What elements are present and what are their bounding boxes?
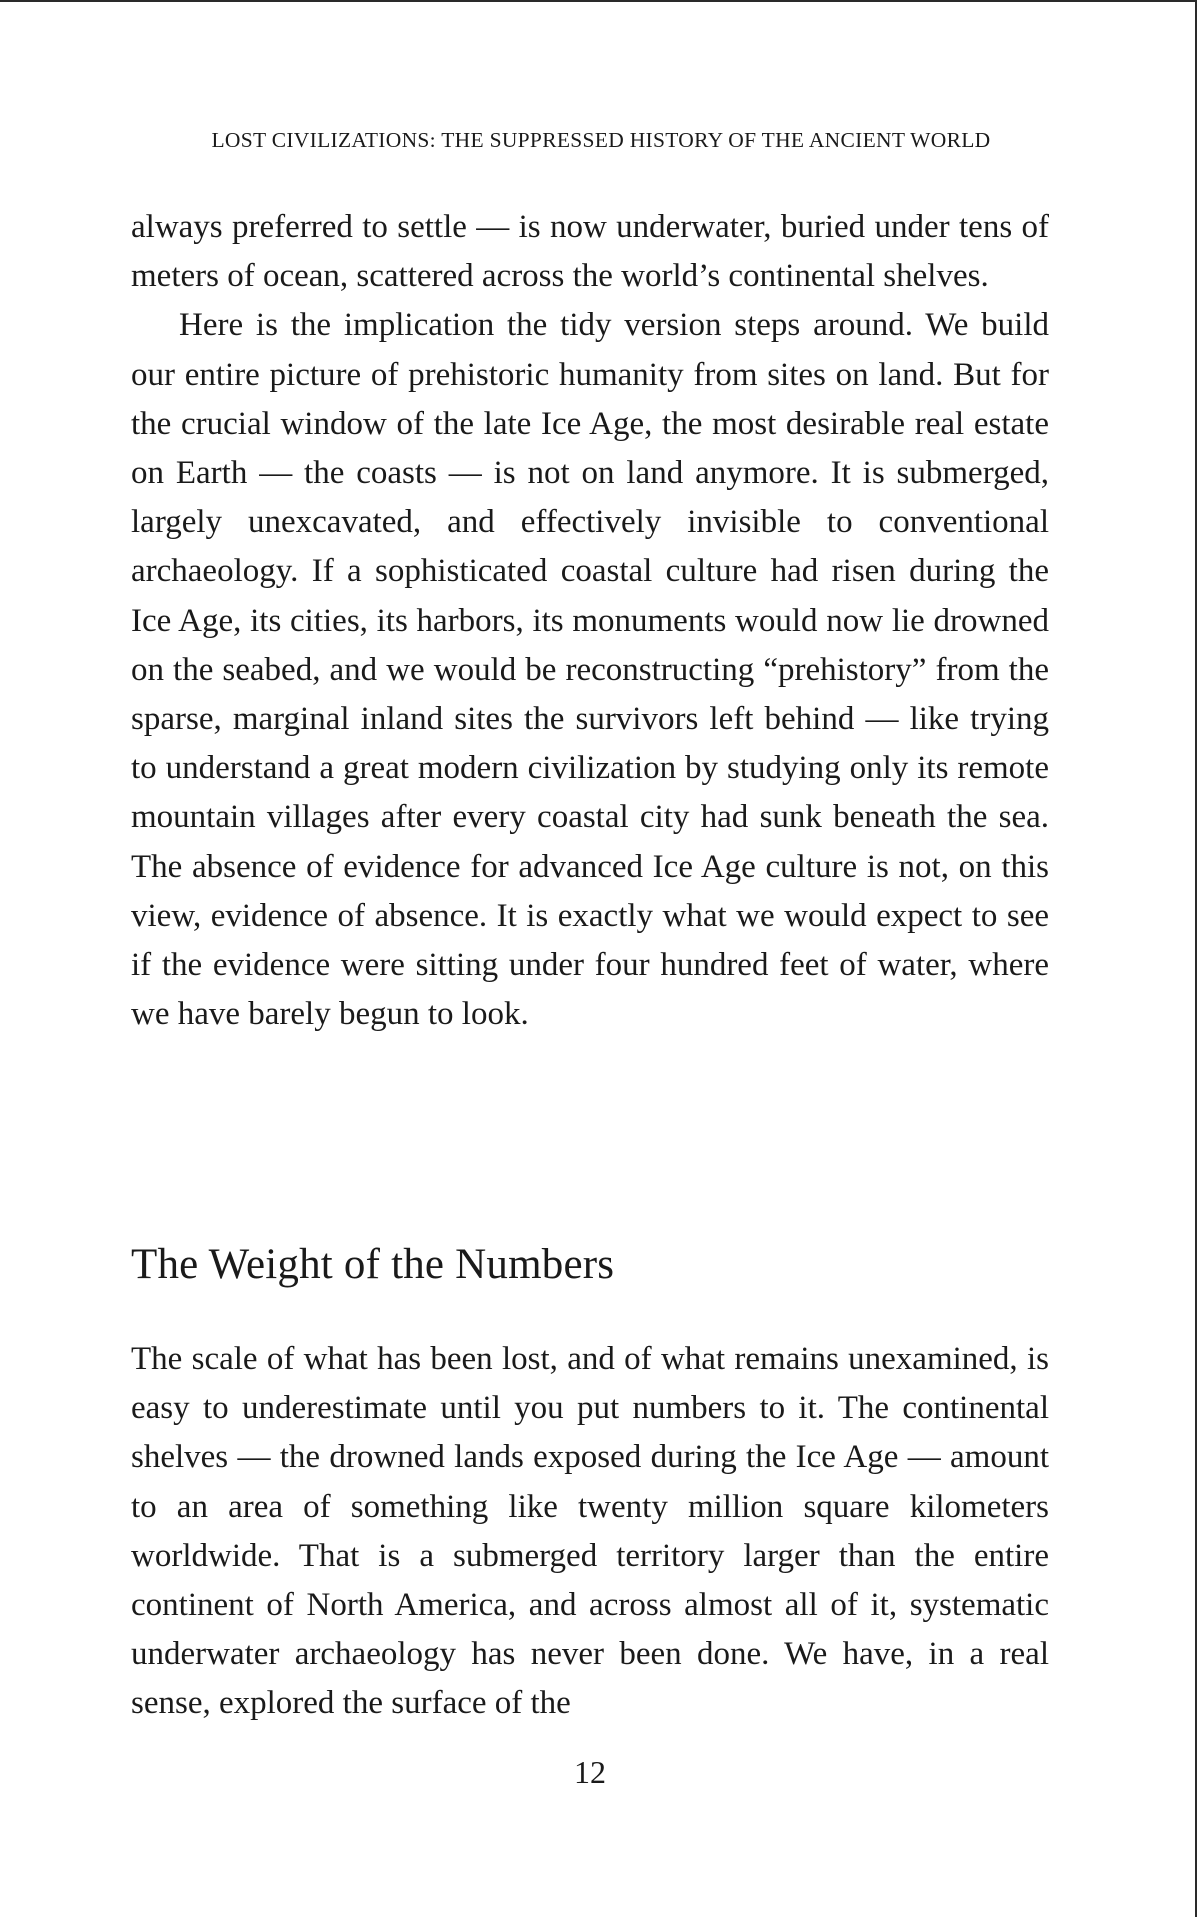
body-text-bottom: [131, 1335, 1049, 1729]
paragraph-continued: always preferred to settle — is now underwater, buried under tens of meters of ocean, scattered across the world’s continental shelves.: [131, 209, 1049, 295]
page-number: 12: [574, 1754, 606, 1790]
running-header: LOST CIVILIZATIONS: THE SUPPRESSED HISTORY OF THE ANCIENT WORLD: [211, 128, 991, 152]
body-text-top: [131, 203, 1049, 1039]
paragraph-scale: The scale of what has been lost, and of what remains unexamined, is easy to underestimate until you put numbers to it. The continental shelves — the drowned lands exposed during the Ice Age — amount to an area of something like twenty million square kilometers worldwide. That is a submerged territory larger than the entire continent of North America, and across almost all of it, systematic underwater archaeology has never been done. We have, in a real sense, explored the surface of the: [131, 1341, 1049, 1722]
section-heading: The Weight of the Numbers: [131, 1241, 615, 1288]
paragraph-implication: Here is the implication the tidy version steps around. We build our entire picture of prehistoric humanity from sites on land. But for the crucial window of the late Ice Age, the most desirable real estate on Earth — the coasts — is not on land anymore. It is submerged, largely unexcavated, and effectively invisible to conventional archaeology. If a sophisticated coastal culture had risen during the Ice Age, its cities, its harbors, its monuments would now lie drowned on the seabed, and we would be reconstructing “prehistory” from the sparse, marginal inland sites the survivors left behind — like trying to understand a great modern civilization by studying only its remote mountain villages after every coastal city had sunk beneath the sea. The absence of evidence for advanced Ice Age culture is not, on this view, evidence of absence. It is exactly what we would expect to see if the evidence were sitting under four hundred feet of water, where we have barely begun to look.: [131, 307, 1049, 1033]
